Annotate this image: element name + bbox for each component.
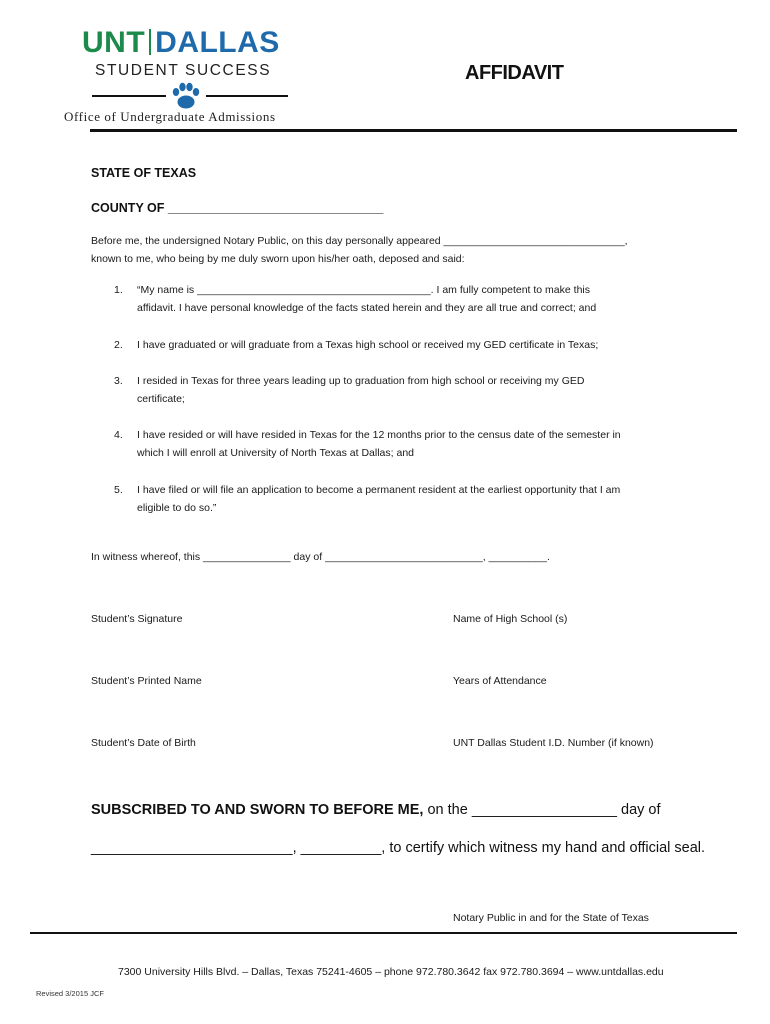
county-field[interactable]: COUNTY OF _______________________________ xyxy=(91,201,384,215)
footer-rule xyxy=(30,932,737,934)
sworn-rest-text: on the __________________ day of xyxy=(423,802,661,818)
item-3-line-2: certificate; xyxy=(137,393,185,405)
logo-line-right xyxy=(206,95,288,97)
page-title: AFFIDAVIT xyxy=(465,62,564,84)
logo-subtitle: STUDENT SUCCESS xyxy=(95,62,272,79)
student-signature-label: Student’s Signature xyxy=(91,613,183,625)
item-4-line-1: I have resided or will have resided in Texas for the 12 months prior to the census date of the semester in xyxy=(137,429,621,441)
logo-divider xyxy=(149,29,151,55)
item-3-line-1: I resided in Texas for three years leading up to graduation from high school or receiving my GED xyxy=(137,375,585,387)
logo-office: Office of Undergraduate Admissions xyxy=(64,109,276,124)
logo-dallas-text: DALLAS xyxy=(155,26,280,59)
item-4-line-2: which I will enroll at University of North Texas at Dallas; and xyxy=(137,447,415,459)
sworn-line-2: _________________________, __________, to certify which witness my hand and official seal. xyxy=(91,840,706,856)
logo-unt-dallas xyxy=(82,27,280,59)
state-heading: STATE OF TEXAS xyxy=(91,166,197,180)
item-number: 4. xyxy=(114,429,123,441)
item-number: 2. xyxy=(114,339,123,351)
item-number: 3. xyxy=(114,375,123,387)
item-5-line-1: I have filed or will file an application to become a permanent resident at the earliest opportunity that I am xyxy=(137,484,621,496)
item-number: 5. xyxy=(114,484,123,496)
intro-line-2: known to me, who being by me duly sworn upon his/her oath, deposed and said: xyxy=(91,253,465,265)
intro-line-1: Before me, the undersigned Notary Public, on this day personally appeared _______________________________, xyxy=(91,235,628,247)
footer-address: 7300 University Hills Blvd. – Dallas, Texas 75241-4605 – phone 972.780.3642 fax 972.780.3694 – www.untdallas.edu xyxy=(118,966,664,978)
sworn-bold-text: SUBSCRIBED TO AND SWORN TO BEFORE ME, xyxy=(91,802,424,818)
years-attendance-label: Years of Attendance xyxy=(453,675,547,687)
student-printed-name-label: Student’s Printed Name xyxy=(91,675,202,687)
student-id-label: UNT Dallas Student I.D. Number (if known) xyxy=(453,737,654,749)
witness-line[interactable]: In witness whereof, this _______________ day of ___________________________, __________. xyxy=(91,551,550,563)
notary-label: Notary Public in and for the State of Texas xyxy=(453,912,649,924)
item-1-line-1: “My name is ________________________________________. I am fully competent to make this xyxy=(137,284,590,296)
item-number: 1. xyxy=(114,284,123,296)
high-school-name-label: Name of High School (s) xyxy=(453,613,568,625)
paw-print-icon xyxy=(170,82,202,110)
sworn-statement xyxy=(91,802,661,818)
header-rule xyxy=(90,129,737,132)
logo-unt-text: UNT xyxy=(82,26,146,59)
item-5-line-2: eligible to do so.” xyxy=(137,502,217,514)
item-1-line-2: affidavit. I have personal knowledge of the facts stated herein and they are all true and correct; and xyxy=(137,302,597,314)
item-2-line-1: I have graduated or will graduate from a Texas high school or received my GED certificate in Texas; xyxy=(137,339,599,351)
logo-line-left xyxy=(92,95,166,97)
revision-note: Revised 3/2015 JCF xyxy=(36,989,104,998)
student-dob-label: Student’s Date of Birth xyxy=(91,737,196,749)
